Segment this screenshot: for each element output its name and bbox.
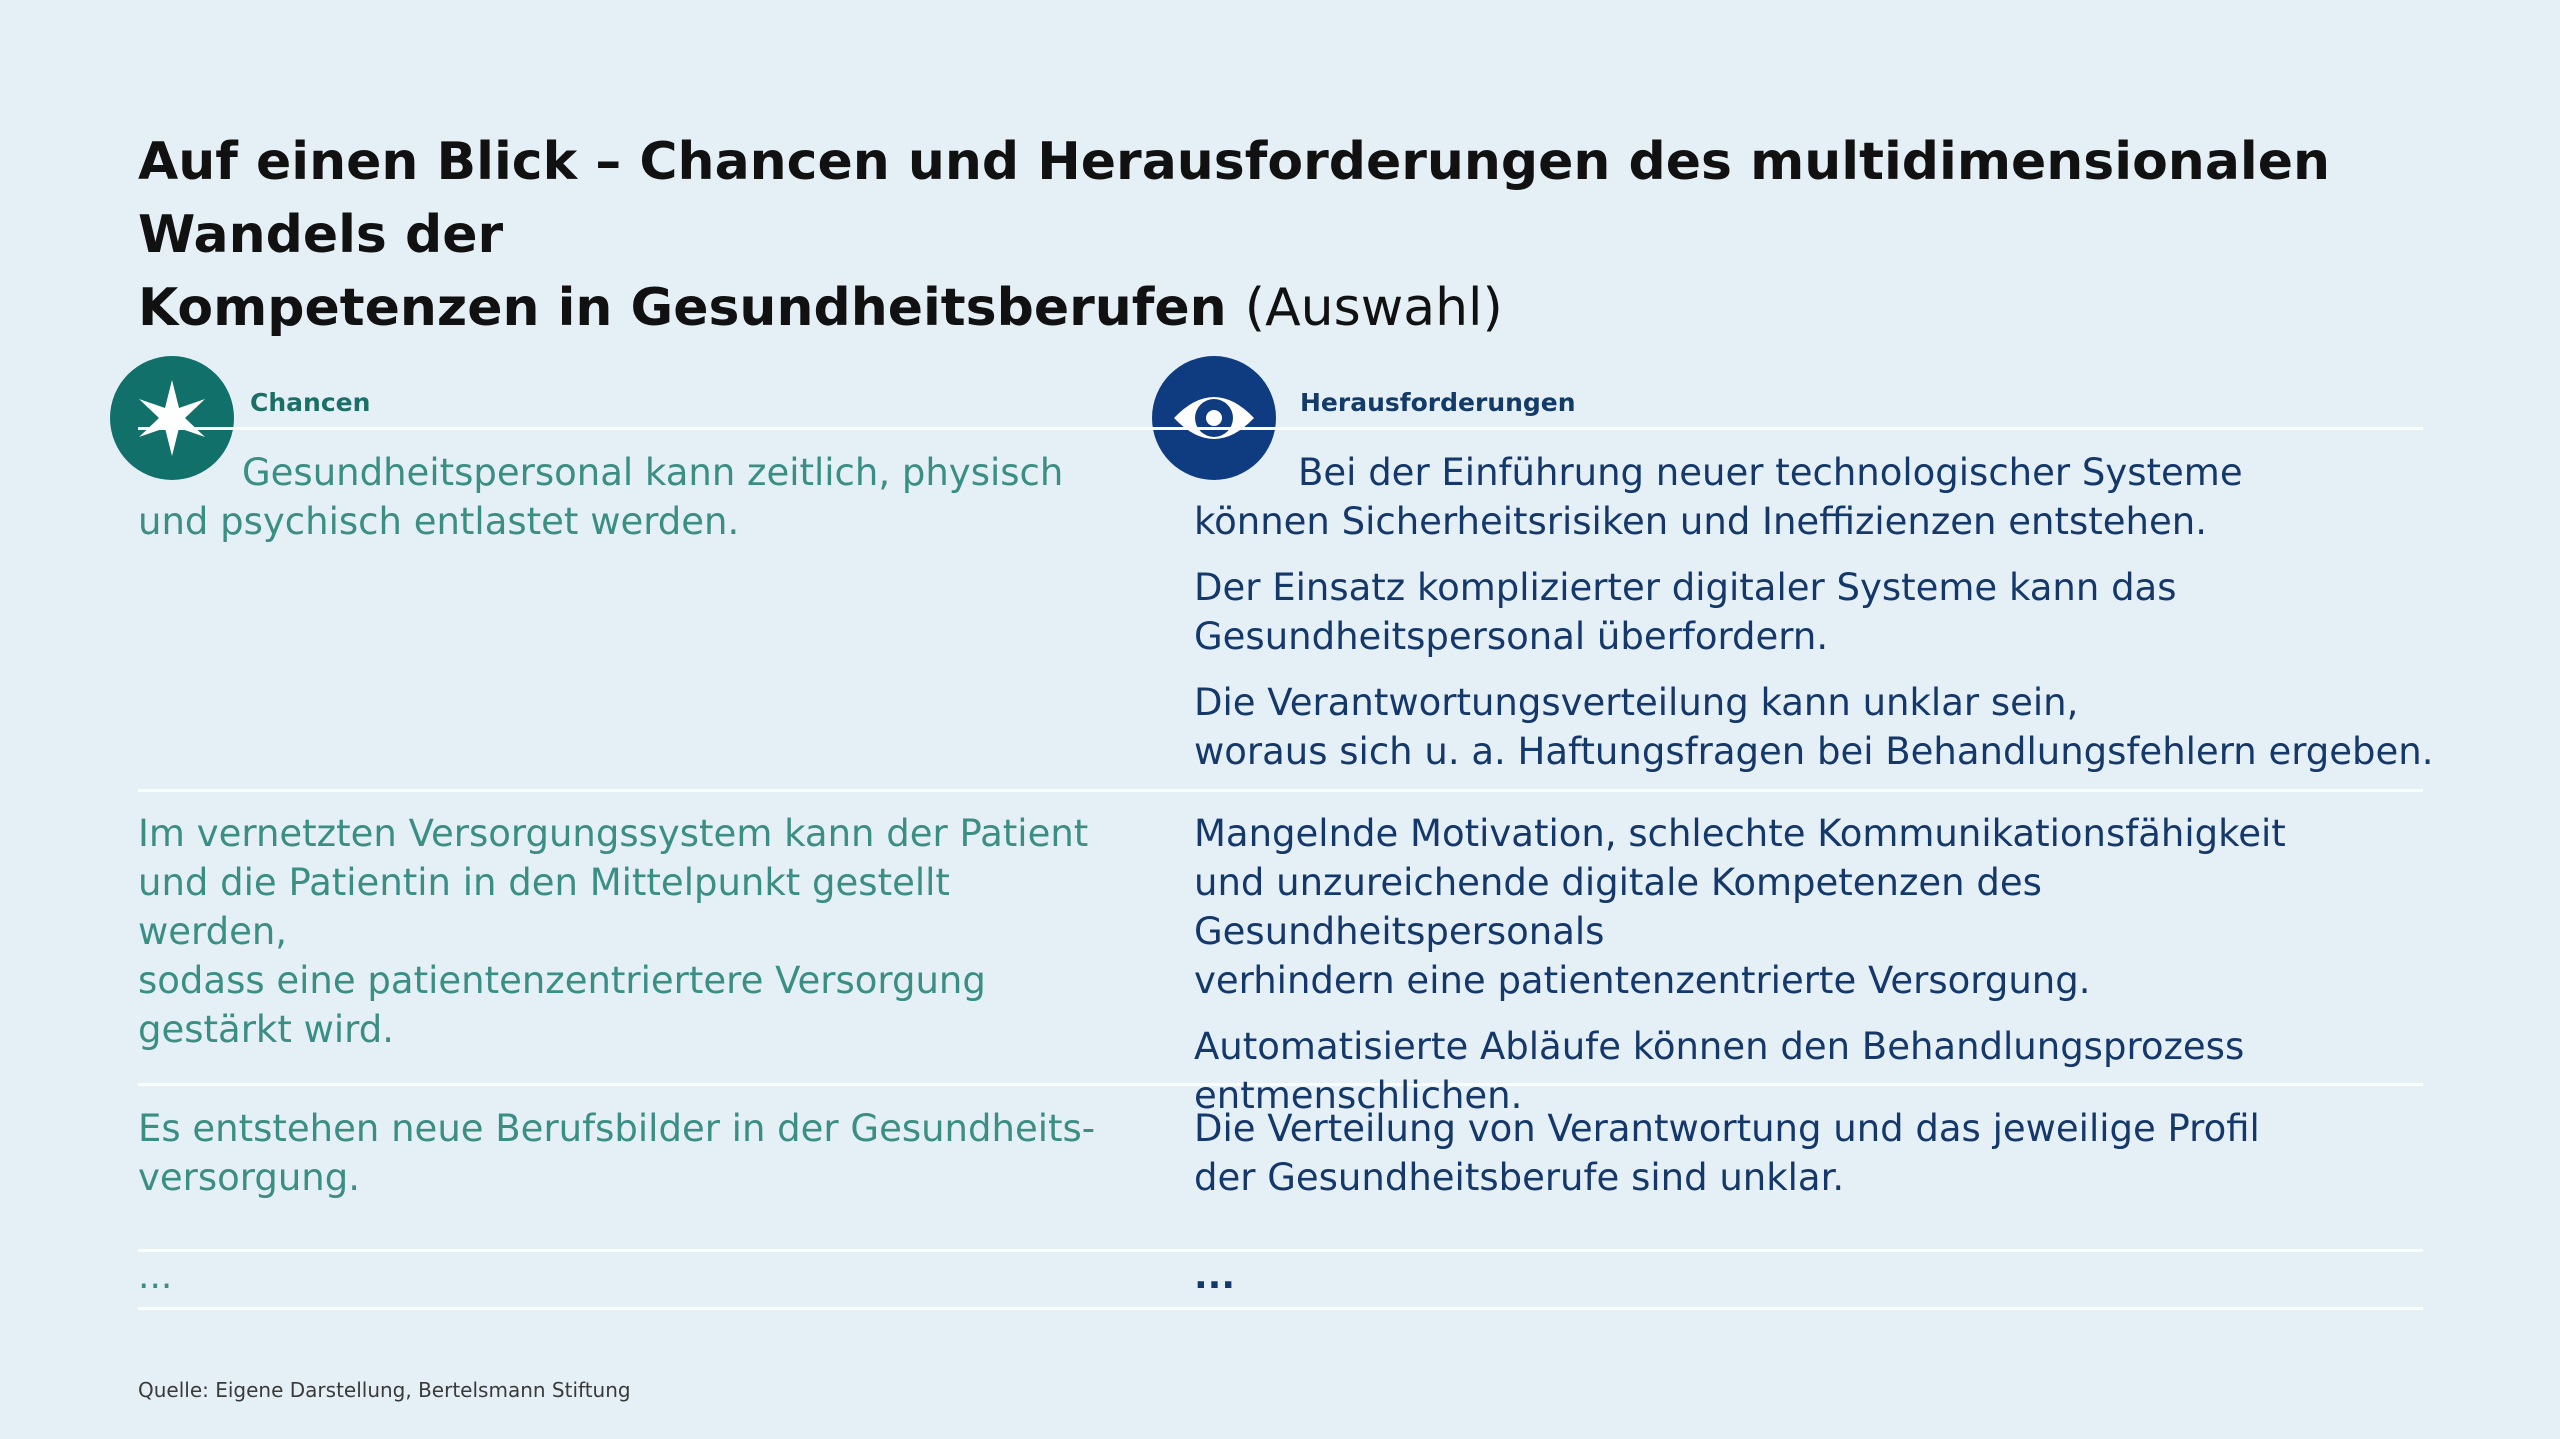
- heraus-more: ...: [1194, 1256, 1236, 1297]
- chance-row-3: [138, 1104, 1098, 1202]
- heraus-line: können Sicherheitsrisiken und Ineffizienzen entstehen.: [1194, 500, 2207, 543]
- column-header-chancen: Chancen: [250, 388, 371, 417]
- divider: [138, 427, 2423, 430]
- divider: [138, 1307, 2423, 1310]
- heraus-line: Gesundheitspersonal überfordern.: [1194, 615, 1829, 658]
- heraus-line: verhindern eine patientenzentrierte Versorgung.: [1194, 959, 2091, 1002]
- title-line-2: Kompetenzen in Gesundheitsberufen: [138, 278, 1227, 338]
- chance-line: versorgung.: [138, 1156, 360, 1199]
- heraus-row-1: [1194, 448, 2434, 793]
- chance-line: gestärkt wird.: [138, 1008, 394, 1051]
- column-header-herausforderungen: Herausforderungen: [1300, 388, 1576, 417]
- heraus-line: und unzureichende digitale Kompetenzen des Gesundheitspersonals: [1194, 861, 2042, 953]
- heraus-row-3: [1194, 1104, 2434, 1219]
- heraus-line: Die Verantwortungsverteilung kann unklar sein,: [1194, 681, 2079, 724]
- heraus-line: entmenschlichen.: [1194, 1074, 1523, 1117]
- page-title: [138, 126, 2438, 345]
- heraus-line: Bei der Einführung neuer technologischer Systeme: [1298, 451, 2243, 494]
- chance-line: Im vernetzten Versorgungssystem kann der Patient: [138, 812, 1089, 855]
- heraus-line: Automatisierte Abläufe können den Behandlungsprozess: [1194, 1025, 2245, 1068]
- heraus-line: der Gesundheitsberufe sind unklar.: [1194, 1156, 1845, 1199]
- heraus-row-2: [1194, 809, 2434, 1137]
- title-qualifier: (Auswahl): [1244, 278, 1503, 338]
- chance-line: Es entstehen neue Berufsbilder in der Gesundheits-: [138, 1107, 1096, 1150]
- chance-row-1: [138, 448, 1098, 546]
- heraus-line: woraus sich u. a. Haftungsfragen bei Behandlungsfehlern ergeben.: [1194, 730, 2434, 773]
- chance-line: sodass eine patientenzentriertere Versorgung: [138, 959, 986, 1002]
- chance-line: und die Patientin in den Mittelpunkt gestellt werden,: [138, 861, 950, 953]
- source-note: Quelle: Eigene Darstellung, Bertelsmann Stiftung: [138, 1378, 631, 1402]
- chance-line: und psychisch entlastet werden.: [138, 500, 740, 543]
- heraus-line: Der Einsatz komplizierter digitaler Systeme kann das: [1194, 566, 2177, 609]
- chance-more: ...: [138, 1256, 173, 1297]
- chance-row-2: [138, 809, 1098, 1054]
- heraus-line: Mangelnde Motivation, schlechte Kommunikationsfähigkeit: [1194, 812, 2286, 855]
- chance-line: Gesundheitspersonal kann zeitlich, physisch: [242, 451, 1064, 494]
- title-line-1: Auf einen Blick – Chancen und Herausforderungen des multidimensionalen Wandels der: [138, 132, 2331, 265]
- heraus-line: Die Verteilung von Verantwortung und das jeweilige Profil: [1194, 1107, 2260, 1150]
